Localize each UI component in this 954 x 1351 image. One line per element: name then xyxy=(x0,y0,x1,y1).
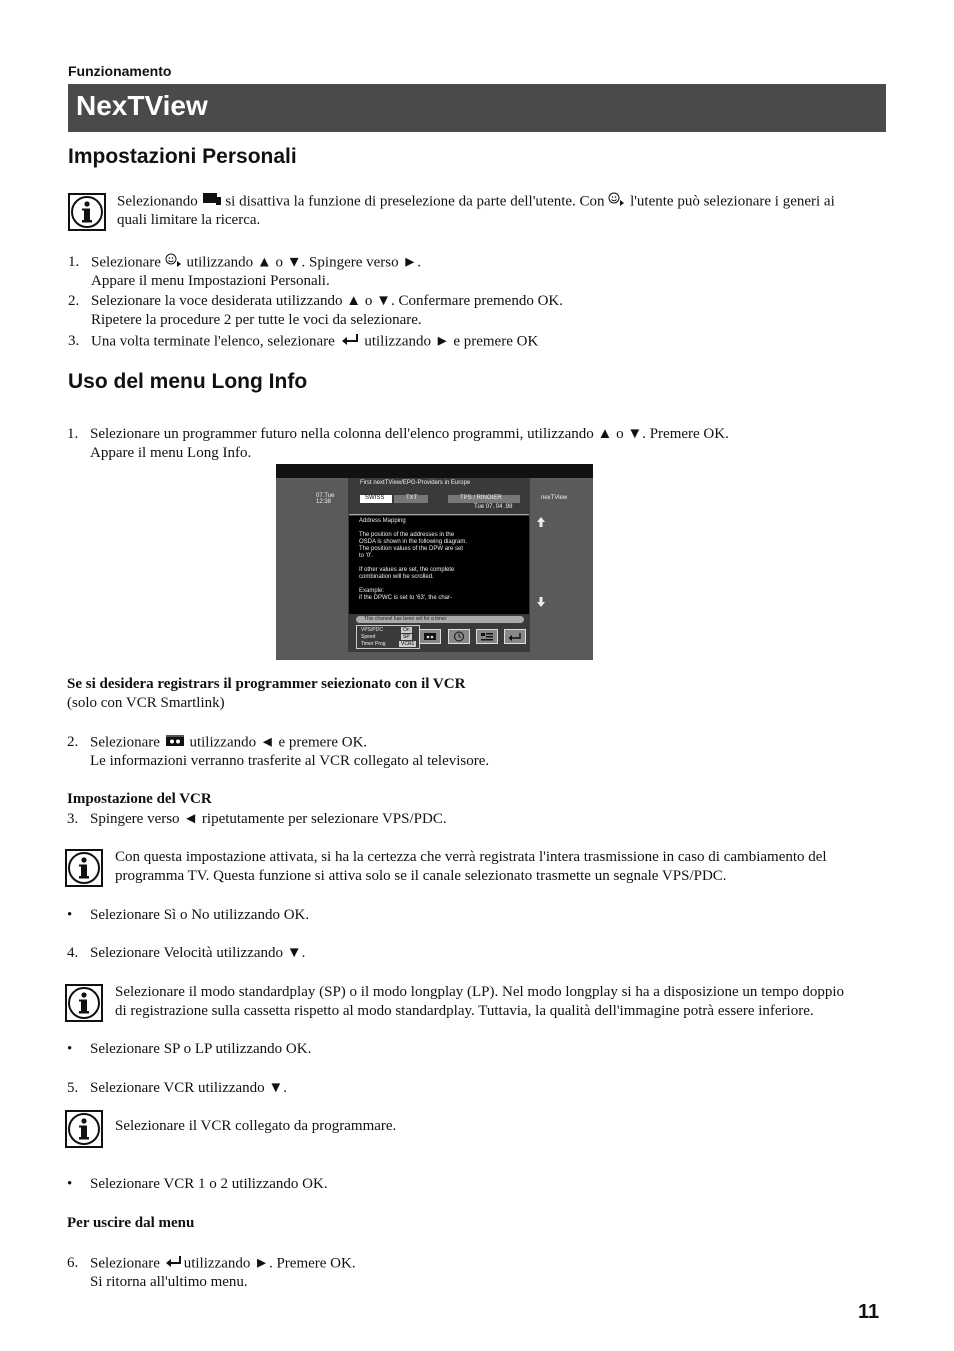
info-text: l'utente può selezionare i generi ai xyxy=(630,193,835,210)
screen-body-line xyxy=(359,560,467,567)
screen-body-line: Address Mapping xyxy=(359,518,406,524)
screen-body-line: If other values are set, the complete xyxy=(359,567,455,573)
info-text: si disattiva la funzione di preselezione da parte dell'utente. Con xyxy=(225,193,605,210)
return-icon xyxy=(339,332,361,352)
bullet-3-text: Selezionare VCR 1 o 2 utilizzando OK. xyxy=(90,1176,328,1192)
screen-timer-button[interactable] xyxy=(448,629,470,644)
scroll-down-arrow-icon[interactable] xyxy=(536,596,546,613)
info-paragraph-1 xyxy=(117,192,835,212)
screen-body xyxy=(349,516,529,614)
screenshot-top-bar xyxy=(276,464,593,478)
smiley-icon xyxy=(165,253,183,273)
info-icon xyxy=(65,849,103,887)
lstep-2-text: Selezionare utilizzando ◄ e premere OK. xyxy=(90,733,367,753)
bullet-1-text: Selezionare Sì o No utilizzando OK. xyxy=(90,907,310,923)
step-2-line2: Ripetere la procedure 2 per tutte le voci da selezionare. xyxy=(91,312,422,328)
smiley-icon xyxy=(608,192,626,212)
step-2-text: Selezionare la voce desiderata utilizzando ▲ o ▼. Confermare premendo OK. xyxy=(91,293,564,309)
opt-timer-label: Timer Prog xyxy=(361,641,386,647)
info-text: Selezionando xyxy=(117,193,198,210)
info-paragraph-3: Selezionare il modo standardplay (SP) o il modo longplay (LP). Nel modo longplay si ha a disposizione un tempo doppio xyxy=(115,984,845,1000)
lstep-6-text: Selezionare utilizzando ►. Premere OK. xyxy=(90,1254,356,1274)
lstep-5-num: 5. xyxy=(67,1080,79,1096)
screen-body-line: to '0'. xyxy=(359,553,373,559)
heading-long-info: Uso del menu Long Info xyxy=(68,370,308,393)
screen-body-line: if the DPWC is set to '63', the char- xyxy=(359,595,452,601)
screen-divider xyxy=(349,514,529,515)
lstep-1-line2: Appare il menu Long Info. xyxy=(90,445,252,461)
opt-vps-label: VPS/PDC xyxy=(361,627,383,633)
screen-tab-txt[interactable]: TXT xyxy=(394,495,428,503)
info-icon xyxy=(68,193,106,231)
bullet-2-text: Selezionare SP o LP utilizzando OK. xyxy=(90,1041,312,1057)
title-bar xyxy=(68,84,886,132)
lstep-3-text: Spingere verso ◄ ripetutamente per selezionare VPS/PDC. xyxy=(90,811,447,827)
screen-date-right: Tue 07. 04 .98 xyxy=(474,504,513,510)
screen-body-line: The position values of the DPW are set xyxy=(359,546,464,552)
step-1-text: Selezionare utilizzando ▲ o ▼. Spingere verso ►. xyxy=(91,253,421,273)
lstep-4-text: Selezionare Velocità utilizzando ▼. xyxy=(90,945,306,961)
screen-tab-swiss[interactable]: SWISS xyxy=(360,495,392,503)
info-paragraph-4: Selezionare il VCR collegato da programmare. xyxy=(115,1118,397,1134)
lstep-2-line2: Le informazioni verranno trasferite al VCR collegato al televisore. xyxy=(90,753,490,769)
screen-list-button[interactable] xyxy=(476,629,498,644)
screen-brand: nexTView xyxy=(541,495,568,501)
section-label: Funzionamento xyxy=(68,63,172,79)
tv-symbol-icon xyxy=(202,192,222,212)
info-paragraph-2: Con questa impostazione attivata, si ha la certezza che verrà registrata l'intera trasmissione in caso di cambiamento del xyxy=(115,849,827,865)
info-icon xyxy=(65,1110,103,1148)
screen-body-line: Example: xyxy=(359,588,385,594)
screen-body-line xyxy=(359,581,467,588)
vcr-heading: Se si desidera registrars il programmer seiezionato con il VCR xyxy=(67,676,466,692)
lstep-2-num: 2. xyxy=(67,734,79,750)
bullet-1-mark: • xyxy=(67,907,73,923)
opt-speed-value[interactable]: SP xyxy=(403,634,410,640)
opt-timer-value[interactable]: VCR1 xyxy=(401,641,415,647)
long-info-screenshot xyxy=(276,464,593,660)
screen-header: First nextTView/EPG-Providers in Europe xyxy=(360,480,471,486)
screen-date-left: 07.Tue xyxy=(316,493,335,499)
screen-status-bar: This channel has been set for a timer xyxy=(356,616,524,623)
bullet-3-mark: • xyxy=(67,1176,73,1192)
info-paragraph-2-cont: programma TV. Questa funzione si attiva solo se il canale selezionato trasmette un segnale VPS/PDC. xyxy=(115,868,727,884)
page-number: 11 xyxy=(858,1301,880,1323)
step-1-line2: Appare il menu Impostazioni Personali. xyxy=(91,273,330,289)
screen-body-line: combination will be scrolled. xyxy=(359,574,434,580)
heading-impostazioni-personali: Impostazioni Personali xyxy=(68,145,297,168)
screen-options-box xyxy=(356,625,420,649)
screen-return-button[interactable] xyxy=(504,629,526,644)
opt-vps-value[interactable]: On xyxy=(403,627,410,633)
exit-heading: Per uscire dal menu xyxy=(67,1215,195,1231)
step-3-text: Una volta terminate l'elenco, selezionare utilizzando ► e premere OK xyxy=(91,332,538,352)
screen-provider: TPS / RINGIER xyxy=(448,495,520,503)
step-3-num: 3. xyxy=(68,333,80,349)
vcr-note: (solo con VCR Smartlink) xyxy=(67,695,225,711)
info-icon xyxy=(65,984,103,1022)
impostazione-heading: Impostazione del VCR xyxy=(67,791,212,807)
step-2-num: 2. xyxy=(68,293,80,309)
lstep-5-text: Selezionare VCR utilizzando ▼. xyxy=(90,1080,288,1096)
bullet-2-mark: • xyxy=(67,1041,73,1057)
lstep-6-line2: Si ritorna all'ultimo menu. xyxy=(90,1274,248,1290)
lstep-4-num: 4. xyxy=(67,945,79,961)
vcr-icon xyxy=(164,733,186,753)
screen-body-line xyxy=(359,525,467,532)
lstep-3-num: 3. xyxy=(67,811,79,827)
opt-speed-label: Speed xyxy=(361,634,376,640)
page-title: NexTView xyxy=(76,90,208,121)
info-paragraph-1-cont: quali limitare la ricerca. xyxy=(117,212,261,228)
scroll-up-arrow-icon[interactable] xyxy=(536,516,546,533)
lstep-6-num: 6. xyxy=(67,1255,79,1271)
step-1: 1. xyxy=(68,254,80,270)
return-icon xyxy=(164,1254,184,1274)
lstep-1-text: Selezionare un programmer futuro nella colonna dell'elenco programmi, utilizzando ▲ o ▼. Premere OK. xyxy=(90,426,729,442)
screen-body-line: The position of the addresses in the xyxy=(359,532,455,538)
screen-vcr-button[interactable] xyxy=(419,629,441,644)
screen-time-left: 12:38 xyxy=(316,499,332,505)
screen-body-text xyxy=(359,518,467,602)
info-paragraph-3-cont: di registrazione sulla cassetta rispetto al modo standardplay. Tuttavia, la qualità dell'immagine potrà essere inferiore. xyxy=(115,1003,814,1019)
lstep-1-num: 1. xyxy=(67,426,79,442)
screen-body-line: OSDA is shown in the following diagram. xyxy=(359,539,468,545)
